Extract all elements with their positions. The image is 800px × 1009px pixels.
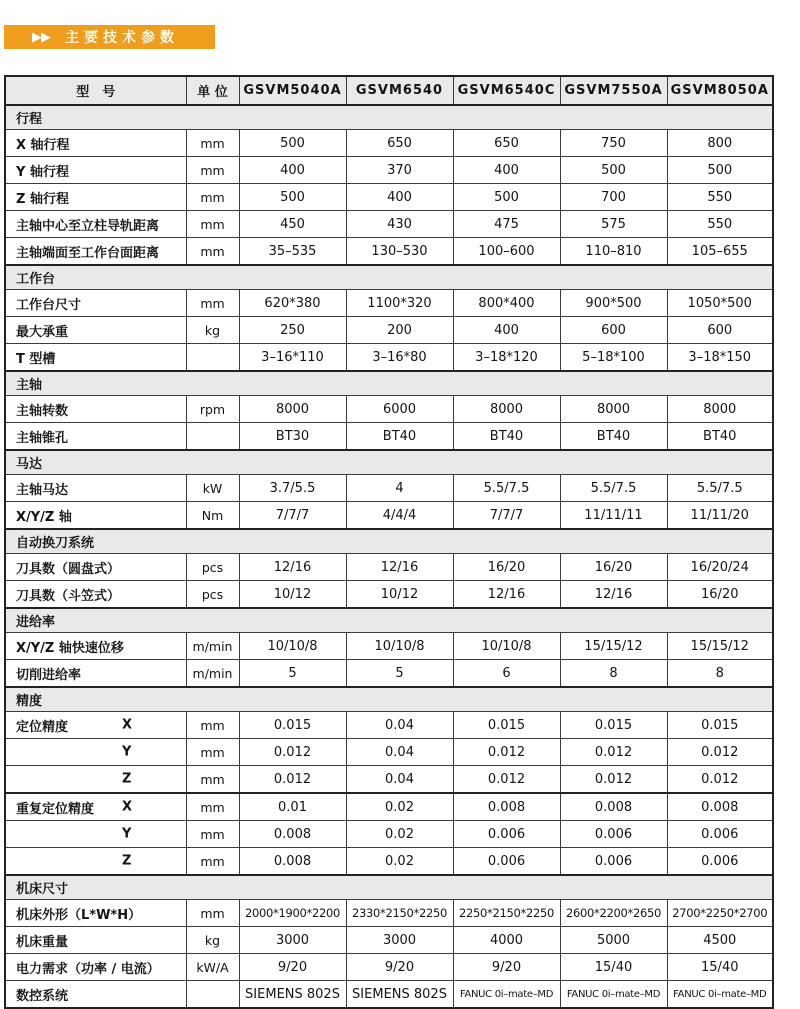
- section-title: 自动换刀系统: [5, 529, 773, 554]
- value-cell: 400: [239, 157, 346, 184]
- row-label-text: 切削进给率: [16, 667, 82, 683]
- unit-cell: kg: [186, 317, 239, 344]
- value-cell: 15/15/12: [560, 633, 667, 660]
- unit-cell: mm: [186, 793, 239, 821]
- table-row: [5, 130, 773, 157]
- value-cell: 3–18*120: [453, 344, 560, 372]
- value-cell: 800: [667, 130, 773, 157]
- row-label: [5, 475, 186, 502]
- unit-cell: [186, 344, 239, 372]
- row-label: [5, 793, 186, 821]
- value-cell: 105–655: [667, 238, 773, 266]
- value-cell: 2600*2200*2650: [560, 900, 667, 927]
- row-label-text: 刀具数（斗笠式）: [16, 588, 121, 604]
- unit-cell: mm: [186, 157, 239, 184]
- value-cell: 16/20: [560, 554, 667, 581]
- value-cell: 0.008: [667, 793, 773, 821]
- row-label: [5, 660, 186, 688]
- value-cell: 8000: [453, 396, 560, 423]
- axis-letter: Z: [122, 853, 132, 869]
- value-cell: 0.006: [453, 821, 560, 848]
- value-cell: 900*500: [560, 290, 667, 317]
- value-cell: 0.008: [453, 793, 560, 821]
- value-cell: 35–535: [239, 238, 346, 266]
- section-row: [5, 265, 773, 290]
- value-cell: 475: [453, 211, 560, 238]
- value-cell: 16/20: [667, 581, 773, 609]
- table-row: [5, 211, 773, 238]
- row-label: [5, 130, 186, 157]
- value-cell: SIEMENS 802S: [239, 981, 346, 1009]
- value-cell: 11/11/20: [667, 502, 773, 530]
- value-cell: 0.008: [239, 821, 346, 848]
- unit-cell: pcs: [186, 581, 239, 609]
- value-cell: 0.012: [453, 766, 560, 794]
- unit-cell: rpm: [186, 396, 239, 423]
- table-row: [5, 766, 773, 794]
- value-cell: 10/10/8: [453, 633, 560, 660]
- value-cell: 8000: [667, 396, 773, 423]
- value-cell: 7/7/7: [453, 502, 560, 530]
- unit-cell: m/min: [186, 660, 239, 688]
- row-label-text: X/Y/Z 轴快速位移: [16, 640, 124, 656]
- row-label-text: X 轴行程: [16, 137, 70, 153]
- section-row: [5, 608, 773, 633]
- row-label-text: 工作台尺寸: [16, 297, 82, 313]
- unit-cell: mm: [186, 211, 239, 238]
- row-label-text: X/Y/Z 轴: [16, 509, 72, 525]
- table-row: [5, 238, 773, 266]
- row-label: [5, 954, 186, 981]
- value-cell: BT40: [667, 423, 773, 451]
- value-cell: BT30: [239, 423, 346, 451]
- value-cell: 3–16*110: [239, 344, 346, 372]
- table-row: [5, 554, 773, 581]
- row-label-text: 主轴中心至立柱导轨距离: [16, 218, 160, 234]
- row-label: [5, 238, 186, 266]
- value-cell: 2250*2150*2250: [453, 900, 560, 927]
- row-label-text: Z 轴行程: [16, 191, 69, 207]
- axis-letter: X: [122, 717, 133, 733]
- value-cell: SIEMENS 802S: [346, 981, 453, 1009]
- value-cell: 110–810: [560, 238, 667, 266]
- value-cell: 600: [667, 317, 773, 344]
- value-cell: 575: [560, 211, 667, 238]
- col-header-gsvm6540c: GSVM6540C: [453, 76, 560, 105]
- value-cell: 250: [239, 317, 346, 344]
- value-cell: 500: [453, 184, 560, 211]
- value-cell: 15/15/12: [667, 633, 773, 660]
- value-cell: 2700*2250*2700: [667, 900, 773, 927]
- value-cell: 0.02: [346, 848, 453, 876]
- unit-cell: mm: [186, 900, 239, 927]
- section-title: 行程: [5, 105, 773, 130]
- value-cell: 3000: [239, 927, 346, 954]
- section-row: [5, 875, 773, 900]
- value-cell: 200: [346, 317, 453, 344]
- unit-cell: [186, 981, 239, 1009]
- value-cell: 12/16: [239, 554, 346, 581]
- section-title: 机床尺寸: [5, 875, 773, 900]
- unit-cell: [186, 423, 239, 451]
- value-cell: 650: [453, 130, 560, 157]
- value-cell: 550: [667, 211, 773, 238]
- value-cell: 500: [239, 184, 346, 211]
- section-title: 精度: [5, 687, 773, 712]
- value-cell: 6: [453, 660, 560, 688]
- col-header-unit: 单 位: [186, 76, 239, 105]
- value-cell: 8: [667, 660, 773, 688]
- row-label-text: Y 轴行程: [16, 164, 69, 180]
- table-row: [5, 184, 773, 211]
- value-cell: 0.012: [239, 766, 346, 794]
- value-cell: 0.006: [667, 848, 773, 876]
- value-cell: 100–600: [453, 238, 560, 266]
- table-row: [5, 633, 773, 660]
- unit-cell: mm: [186, 848, 239, 876]
- value-cell: 0.006: [560, 848, 667, 876]
- value-cell: 0.008: [560, 793, 667, 821]
- value-cell: 0.04: [346, 712, 453, 739]
- row-label: [5, 821, 186, 848]
- value-cell: 5.5/7.5: [560, 475, 667, 502]
- value-cell: BT40: [346, 423, 453, 451]
- section-header-banner: [4, 25, 215, 49]
- value-cell: 0.012: [560, 766, 667, 794]
- table-row: [5, 739, 773, 766]
- table-row: [5, 344, 773, 372]
- value-cell: 4000: [453, 927, 560, 954]
- value-cell: 5.5/7.5: [453, 475, 560, 502]
- unit-cell: m/min: [186, 633, 239, 660]
- value-cell: 550: [667, 184, 773, 211]
- banner-title: 主要技术参数: [65, 30, 179, 46]
- table-row: [5, 954, 773, 981]
- value-cell: 0.006: [560, 821, 667, 848]
- value-cell: 9/20: [453, 954, 560, 981]
- value-cell: BT40: [453, 423, 560, 451]
- table-row: [5, 848, 773, 876]
- value-cell: 8000: [239, 396, 346, 423]
- axis-letter: Y: [122, 826, 132, 842]
- value-cell: 11/11/11: [560, 502, 667, 530]
- row-label-text: T 型槽: [16, 351, 56, 367]
- value-cell: 0.012: [667, 766, 773, 794]
- section-title: 主轴: [5, 371, 773, 396]
- value-cell: 16/20/24: [667, 554, 773, 581]
- value-cell: 3000: [346, 927, 453, 954]
- unit-cell: kW/A: [186, 954, 239, 981]
- row-label: [5, 581, 186, 609]
- value-cell: 2330*2150*2250: [346, 900, 453, 927]
- unit-cell: mm: [186, 712, 239, 739]
- value-cell: 0.015: [667, 712, 773, 739]
- row-label: [5, 290, 186, 317]
- value-cell: 16/20: [453, 554, 560, 581]
- value-cell: 15/40: [560, 954, 667, 981]
- value-cell: 0.04: [346, 739, 453, 766]
- value-cell: 12/16: [453, 581, 560, 609]
- unit-cell: mm: [186, 821, 239, 848]
- value-cell: 10/10/8: [239, 633, 346, 660]
- value-cell: 0.04: [346, 766, 453, 794]
- row-label-text: 数控系统: [16, 988, 69, 1004]
- value-cell: 0.012: [667, 739, 773, 766]
- value-cell: 400: [453, 317, 560, 344]
- col-header-gsvm6540: GSVM6540: [346, 76, 453, 105]
- unit-cell: Nm: [186, 502, 239, 530]
- value-cell: 10/10/8: [346, 633, 453, 660]
- value-cell: 9/20: [239, 954, 346, 981]
- table-row: [5, 712, 773, 739]
- value-cell: 130–530: [346, 238, 453, 266]
- row-label: [5, 502, 186, 530]
- row-label-text: 机床外形（L*W*H）: [16, 907, 142, 923]
- row-label-text: 最大承重: [16, 324, 69, 340]
- value-cell: 620*380: [239, 290, 346, 317]
- value-cell: 0.01: [239, 793, 346, 821]
- row-label: [5, 848, 186, 876]
- value-cell: 650: [346, 130, 453, 157]
- value-cell: 450: [239, 211, 346, 238]
- value-cell: FANUC 0i–mate–MD: [453, 981, 560, 1009]
- axis-letter: Z: [122, 771, 132, 787]
- table-row: [5, 396, 773, 423]
- value-cell: 8000: [560, 396, 667, 423]
- value-cell: 1100*320: [346, 290, 453, 317]
- value-cell: 12/16: [346, 554, 453, 581]
- section-row: [5, 687, 773, 712]
- table-row: [5, 317, 773, 344]
- value-cell: 500: [667, 157, 773, 184]
- value-cell: 0.008: [239, 848, 346, 876]
- value-cell: 7/7/7: [239, 502, 346, 530]
- row-label: [5, 766, 186, 794]
- row-label: [5, 927, 186, 954]
- value-cell: 0.015: [560, 712, 667, 739]
- value-cell: 600: [560, 317, 667, 344]
- row-label: [5, 317, 186, 344]
- value-cell: 0.006: [453, 848, 560, 876]
- double-arrow-icon: ▶▶: [32, 29, 50, 45]
- table-row: [5, 475, 773, 502]
- unit-cell: mm: [186, 184, 239, 211]
- section-row: [5, 450, 773, 475]
- value-cell: 4500: [667, 927, 773, 954]
- table-row: [5, 981, 773, 1009]
- value-cell: 10/12: [346, 581, 453, 609]
- axis-letter: X: [122, 799, 133, 815]
- axis-letter: Y: [122, 744, 132, 760]
- table-row: [5, 290, 773, 317]
- value-cell: 5: [346, 660, 453, 688]
- value-cell: 0.012: [453, 739, 560, 766]
- unit-cell: mm: [186, 739, 239, 766]
- value-cell: 500: [560, 157, 667, 184]
- unit-cell: kW: [186, 475, 239, 502]
- value-cell: 5–18*100: [560, 344, 667, 372]
- value-cell: 9/20: [346, 954, 453, 981]
- row-label-text: 主轴锥孔: [16, 430, 69, 446]
- unit-cell: mm: [186, 766, 239, 794]
- section-row: [5, 371, 773, 396]
- row-label: [5, 981, 186, 1009]
- value-cell: 3.7/5.5: [239, 475, 346, 502]
- row-label: [5, 423, 186, 451]
- table-row: [5, 900, 773, 927]
- value-cell: 750: [560, 130, 667, 157]
- row-label: [5, 712, 186, 739]
- value-cell: 1050*500: [667, 290, 773, 317]
- value-cell: 700: [560, 184, 667, 211]
- row-label-text: 主轴马达: [16, 482, 69, 498]
- row-label-text: 刀具数（圆盘式）: [16, 561, 121, 577]
- row-label: [5, 633, 186, 660]
- table-row: [5, 660, 773, 688]
- value-cell: 3–16*80: [346, 344, 453, 372]
- value-cell: 4: [346, 475, 453, 502]
- value-cell: 5: [239, 660, 346, 688]
- value-cell: 6000: [346, 396, 453, 423]
- table-row: [5, 793, 773, 821]
- value-cell: 370: [346, 157, 453, 184]
- section-title: 马达: [5, 450, 773, 475]
- row-label: [5, 157, 186, 184]
- value-cell: 0.006: [667, 821, 773, 848]
- unit-cell: mm: [186, 290, 239, 317]
- value-cell: 500: [239, 130, 346, 157]
- value-cell: 400: [453, 157, 560, 184]
- row-label: [5, 344, 186, 372]
- row-label: [5, 396, 186, 423]
- table-row: [5, 821, 773, 848]
- unit-cell: pcs: [186, 554, 239, 581]
- value-cell: 5.5/7.5: [667, 475, 773, 502]
- row-label: [5, 211, 186, 238]
- spec-table: [4, 75, 774, 1009]
- unit-cell: mm: [186, 130, 239, 157]
- section-title: 进给率: [5, 608, 773, 633]
- value-cell: 0.015: [239, 712, 346, 739]
- table-row: [5, 581, 773, 609]
- table-row: [5, 927, 773, 954]
- value-cell: FANUC 0i–mate–MD: [560, 981, 667, 1009]
- value-cell: 0.02: [346, 821, 453, 848]
- value-cell: 4/4/4: [346, 502, 453, 530]
- table-row: [5, 423, 773, 451]
- row-label: [5, 184, 186, 211]
- value-cell: 3–18*150: [667, 344, 773, 372]
- value-cell: 0.02: [346, 793, 453, 821]
- row-label-text: 机床重量: [16, 934, 69, 950]
- row-label-text: 电力需求（功率 / 电流）: [16, 961, 160, 977]
- col-header-gsvm5040a: GSVM5040A: [239, 76, 346, 105]
- col-header-gsvm8050a: GSVM8050A: [667, 76, 773, 105]
- row-label-text: 主轴端面至工作台面距离: [16, 245, 160, 261]
- value-cell: 10/12: [239, 581, 346, 609]
- table-row: [5, 157, 773, 184]
- row-label-text: 重复定位精度: [16, 801, 95, 817]
- col-header-model-label: 型 号: [5, 76, 186, 105]
- value-cell: 2000*1900*2200: [239, 900, 346, 927]
- unit-cell: mm: [186, 238, 239, 266]
- section-title: 工作台: [5, 265, 773, 290]
- section-row: [5, 105, 773, 130]
- value-cell: 0.012: [239, 739, 346, 766]
- table-row: [5, 502, 773, 530]
- value-cell: FANUC 0i–mate–MD: [667, 981, 773, 1009]
- value-cell: 12/16: [560, 581, 667, 609]
- section-row: [5, 529, 773, 554]
- value-cell: 430: [346, 211, 453, 238]
- value-cell: BT40: [560, 423, 667, 451]
- value-cell: 0.015: [453, 712, 560, 739]
- value-cell: 800*400: [453, 290, 560, 317]
- value-cell: 8: [560, 660, 667, 688]
- table-header-row: [5, 76, 773, 105]
- row-label: [5, 554, 186, 581]
- value-cell: 0.012: [560, 739, 667, 766]
- row-label: [5, 739, 186, 766]
- col-header-gsvm7550a: GSVM7550A: [560, 76, 667, 105]
- value-cell: 5000: [560, 927, 667, 954]
- value-cell: 400: [346, 184, 453, 211]
- row-label: [5, 900, 186, 927]
- row-label-text: 主轴转数: [16, 403, 69, 419]
- value-cell: 15/40: [667, 954, 773, 981]
- row-label-text: 定位精度: [16, 719, 69, 735]
- unit-cell: kg: [186, 927, 239, 954]
